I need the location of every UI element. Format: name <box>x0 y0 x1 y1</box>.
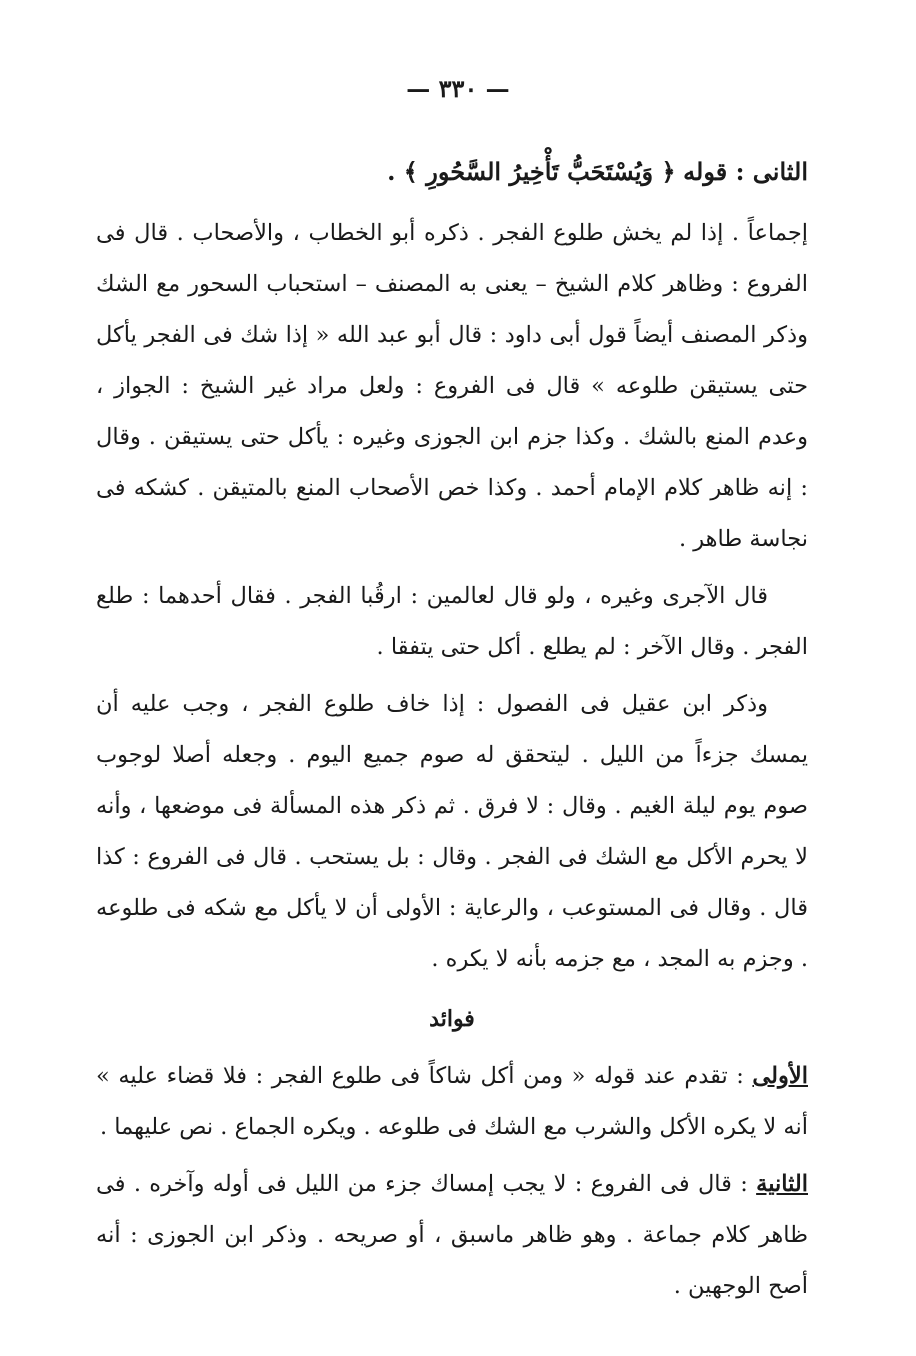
section-title: فوائد <box>429 1006 475 1032</box>
faida-2-label: الثانية <box>756 1171 808 1197</box>
page-number: — ٣٣٠ — <box>406 74 510 103</box>
faida-1-text: : تقدم عند قوله « ومن أكل شاكاً فى طلوع الفجر : فلا قضاء عليه » أنه لا يكره الأكل والشرب مع الشك فى طلوعه . ويكره الجماع . نص عليهما . <box>96 1063 808 1140</box>
heading-quote: ﴿ وَيُسْتَحَبُّ تَأْخِيرُ السَّحُورِ ﴾ . <box>387 157 676 186</box>
heading-line <box>96 140 808 204</box>
faida-1 <box>96 1051 808 1153</box>
paragraph-2: قال الآجرى وغيره ، ولو قال لعالمين : ارقُبا الفجر . فقال أحدهما : طلع الفجر . وقال الآخر : لم يطلع . أكل حتى يتفقا . <box>96 583 808 660</box>
page-body <box>96 140 808 1312</box>
paragraph-3: وذكر ابن عقيل فى الفصول : إذا خاف طلوع الفجر ، وجب عليه أن يمسك جزءاً من الليل . ليتحقق له صوم جميع اليوم . وجعله أصلا لوجوب صوم يوم ليلة الغيم . وقال : لا فرق . ثم ذكر هذه المسألة فى موضعها ، وأنه لا يحرم الأكل مع الشك فى الفجر . وقال : بل يستحب . قال فى الفروع : كذا قال . وقال فى المستوعب ، والرعاية : الأولى أن لا يأكل مع شكه فى طلوعه . وجزم به المجد ، مع جزمه بأنه لا يكره . <box>96 691 808 972</box>
faida-1-label: الأولى <box>752 1063 808 1089</box>
faida-2-text: : قال فى الفروع : لا يجب إمساك جزء من الليل فى أوله وآخره . فى ظاهر كلام جماعة . وهو ظاهر ماسبق ، أو صريحه . وذكر ابن الجوزى : أنه أصح الوجهين . <box>96 1171 808 1299</box>
heading-lead: الثانى : قوله <box>683 157 808 186</box>
faida-2 <box>96 1159 808 1312</box>
paragraph-1: إجماعاً . إذا لم يخش طلوع الفجر . ذكره أبو الخطاب ، والأصحاب . قال فى الفروع : وظاهر كلام الشيخ – يعنى به المصنف – استحباب السحور مع الشك وذكر المصنف أيضاً قول أبى داود : قال أبو عبد الله « إذا شك فى الفجر يأكل حتى يستيقن طلوعه » قال فى الفروع : ولعل مراد غير الشيخ : الجواز ، وعدم المنع بالشك . وكذا جزم ابن الجوزى وغيره : يأكل حتى يستيقن . وقال : إنه ظاهر كلام الإمام أحمد . وكذا خص الأصحاب المنع بالمتيقن . كشكه فى نجاسة طاهر . <box>96 220 809 552</box>
